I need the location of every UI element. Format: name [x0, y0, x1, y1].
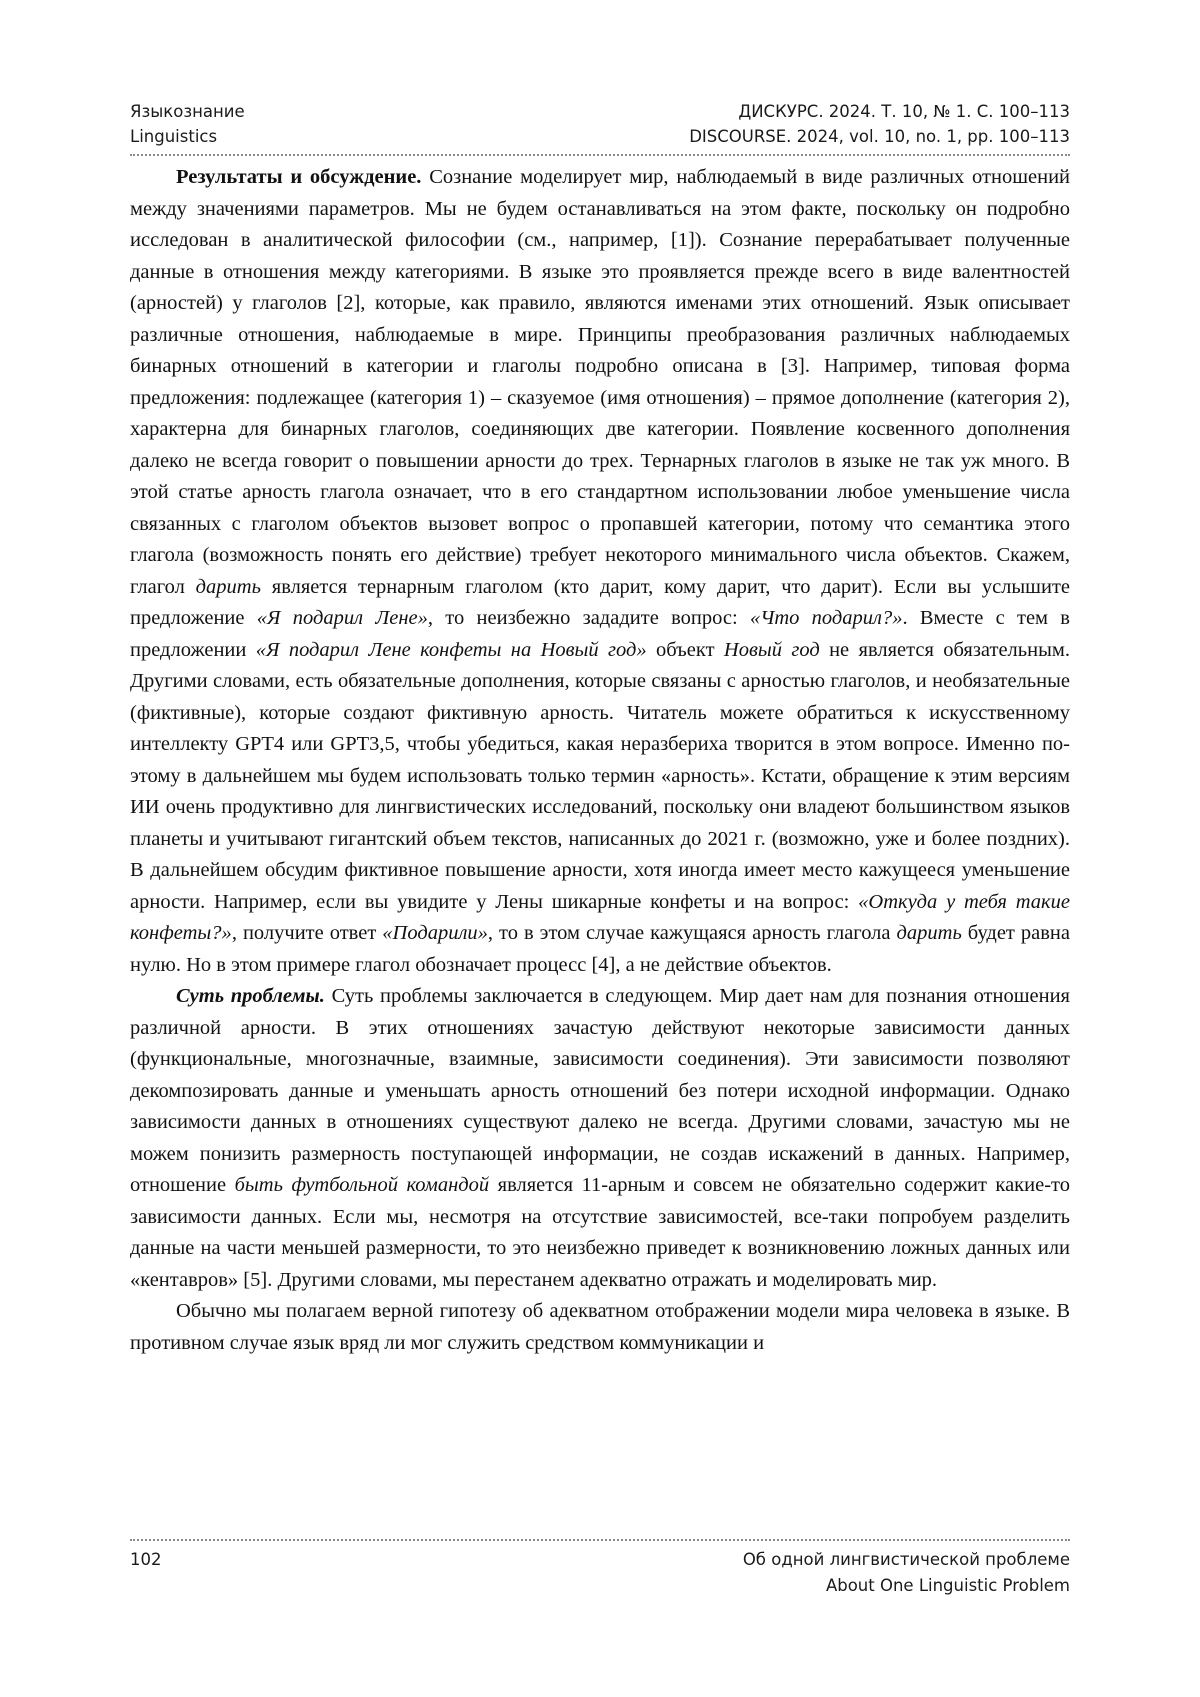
italic-phrase: дарить	[195, 575, 261, 598]
italic-phrase: «Подарили»	[382, 922, 488, 944]
text-run: , получите ответ	[231, 922, 383, 944]
article-body	[130, 162, 1070, 1359]
section-heading: Суть проблемы.	[176, 985, 325, 1007]
text-run: , то в этом случае кажущаяся арность глагола	[487, 922, 897, 944]
text-run: объект	[646, 638, 724, 661]
paragraph	[130, 981, 1070, 1296]
italic-phrase: «Что подарил?»	[749, 607, 903, 629]
italic-phrase: Новый год	[723, 638, 820, 661]
text-run: . Вместе с тем в предложении	[130, 607, 1070, 661]
section-heading: Результаты и обсуждение.	[176, 166, 422, 188]
text-run: является 11-арным и совсем не обязательно содержит какие-то зависимости данных. Если мы, несмотря на отсутствие зависимостей, все-таки попробуем разделить данные на части меньшей размерности, то это неизбежно приведет к возникновению ложных данных или «кентавров» [5]. Другими словами, мы перестанем адекватно отражать и моделировать мир.	[130, 1174, 1070, 1291]
running-header	[130, 99, 1070, 151]
paragraph	[130, 1296, 1070, 1359]
text-run: является тернарным глаголом (кто дарит, кому дарит, что дарит). Если вы услышите предложение	[130, 575, 1070, 629]
text-run: Сознание моделирует мир, наблюдаемый в виде различных отношений между значениями параметров. Мы не будем останавливаться на этом факте, поскольку он подробно исследован в аналитической философии (см., например, [1]). Сознание перерабатывает полученные данные в отношения между категориями. В языке это проявляется прежде всего в виде валентностей (арностей) у глаголов [2], которые, как правило, являются именами этих отношений. Язык описывает различные отношения, наблюдаемые в мире. Принципы преобразования различных наблюдаемых бинарных отношений в категории и глаголы подробно описана в [3]. Например, типовая форма предложения: подлежащее (категория 1) – сказуемое (имя отношения) – прямое дополнение (категория 2), характерна для бинарных глаголов, соединяющих две категории. Появление косвенного дополнения далеко не всегда говорит о повышении арности до трех. Тернарных глаголов в языке не так уж много. В этой статье арность глагола означает, что в его стандартном использовании любое уменьшение числа связанных с глаголом объектов вызовет вопрос о пропавшей категории, потому что семантика этого глагола (возможность понять его действие) требует некоторого минимального числа объектов. Скажем, глагол	[130, 166, 1071, 598]
italic-phrase: дарить	[896, 922, 962, 944]
paragraph	[130, 162, 1070, 981]
italic-phrase: «Откуда у тебя такие конфеты?»	[130, 890, 1070, 944]
citation-en: DISCOURSE. 2024, vol. 10, no. 1, pp. 100–113	[689, 127, 1070, 146]
running-footer	[130, 1547, 1070, 1603]
italic-phrase: «Я подарил Лене конфеты на Новый год»	[255, 638, 647, 661]
text-run: , то неизбежно зададите вопрос:	[427, 607, 750, 629]
text-run: Обычно мы полагаем верной гипотезу об адекватном отображении модели мира человека в языке. В противном случае язык вряд ли мог служить средством коммуникации и	[130, 1300, 1070, 1354]
footer-article-title	[743, 1547, 1070, 1599]
header-divider	[130, 154, 1070, 156]
article-title-ru: Об одной лингвистической проблеме	[742, 1550, 1070, 1569]
italic-phrase: «Я подарил Лене»	[256, 607, 428, 629]
text-run: Суть проблемы заключается в следующем. Мир дает нам для познания отношения различной арности. В этих отношениях зачастую действуют некоторые зависимости данных (функциональные, многозначные, взаимные, зависимости соединения). Эти зависимости позволяют декомпозировать данные и уменьшать арность отношений без потери исходной информации. Однако зависимости данных в отношениях существуют далеко не всегда. Другими словами, зачастую мы не можем понизить размерность поступающей информации, не создав искажений в данных. Например, отношение	[130, 985, 1070, 1196]
footer-divider	[130, 1539, 1070, 1541]
article-title-en: About One Linguistic Problem	[825, 1576, 1070, 1595]
citation-ru: ДИСКУРС. 2024. Т. 10, № 1. С. 100–113	[738, 102, 1070, 121]
text-run: будет равна нулю. Но в этом примере глагол обозначает процесс [4], а не действие объектов.	[130, 922, 1070, 976]
section-en: Linguistics	[130, 127, 218, 146]
header-section	[130, 99, 245, 149]
italic-phrase: быть футбольной командой	[234, 1174, 490, 1196]
page-number: 102	[130, 1550, 162, 1569]
text-run: не является обязательным. Другими словами, есть обязательные дополнения, которые связаны с арностью глаголов, и необязательные (фиктивные), которые создают фиктивную арность. Читатель можете обратиться к искусственному интеллекту GPT4 или GPT3,5, чтобы убедиться, какая неразбериха творится в этом вопросе. Именно поэтому в дальнейшем мы будем использовать только термин «арность». Кстати, обращение к этим версиям ИИ очень продуктивно для лингвистических исследований, поскольку они владеют большинством языков планеты и учитывают гигантский объем текстов, написанных до 2021 г. (возможно, уже и более поздних). В дальнейшем обсудим фиктивное повышение арности, хотя иногда имеет место кажущееся уменьшение арности. Например, если вы увидите у Лены шикарные конфеты и на вопрос:	[130, 638, 1070, 913]
header-citation	[689, 99, 1070, 149]
section-ru: Языкознание	[130, 102, 245, 121]
